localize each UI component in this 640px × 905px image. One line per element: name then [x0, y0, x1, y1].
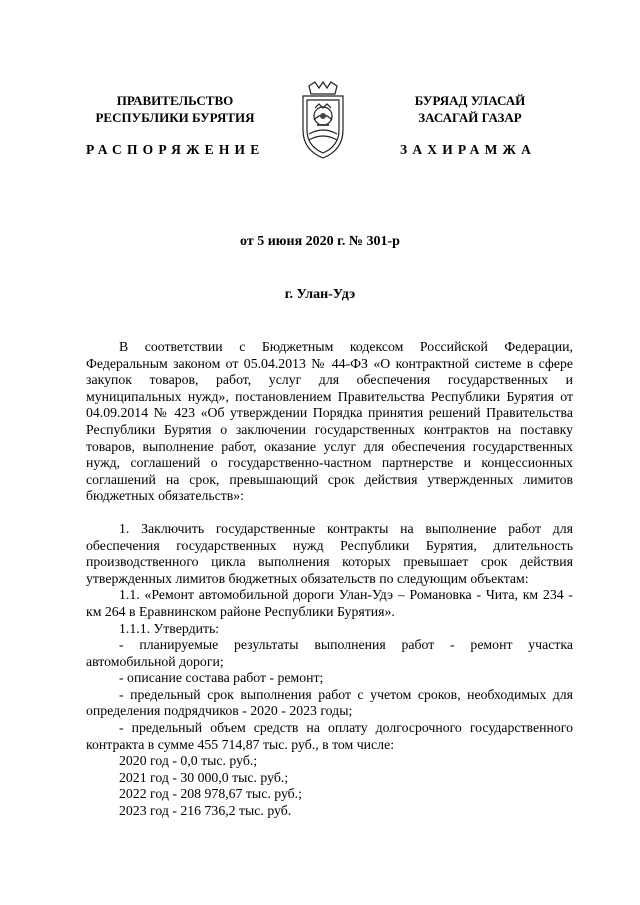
government-name-buryat	[370, 92, 570, 126]
coat-of-arms-emblem	[295, 80, 351, 160]
clause-1: 1. Заключить государственные контракты на выполнение работ для обеспечения государственных нужд Республики Бурятия, длительность производственного цикла выполнения которых превышает срок действия утвержденных лимитов бюджетных обязательств по следующим объектам:	[86, 520, 573, 586]
government-name-line1: ПРАВИТЕЛЬСТВО	[116, 93, 234, 108]
list-item: - планируемые результаты выполнения работ - ремонт участка автомобильной дороги;	[86, 637, 573, 669]
decree-city: г. Улан-Удэ	[284, 287, 356, 302]
budget-year-2021: 2021 год - 30 000,0 тыс. руб.;	[119, 769, 289, 785]
list-item: - предельный объем средств на оплату долгосрочного государственного контракта в сумме 455 714,87 тыс. руб., в том числе:	[86, 720, 573, 752]
government-name-buryat-line2: ЗАСАГАЙ ГАЗАР	[418, 110, 522, 125]
clause-1-1-1: 1.1.1. Утвердить:	[119, 620, 220, 636]
list-item: - описание состава работ - ремонт;	[119, 670, 324, 686]
preamble-paragraph: В соответствии с Бюджетным кодексом Российской Федерации, Федеральным законом от 05.04.2013 № 44-ФЗ «О контрактной системе в сфере закупок товаров, работ, услуг для обеспечения государственных и муниципальных нужд», постановлением Правительства Республики Бурятия от 04.09.2014 № 423 «Об утверждении Порядка принятия решений Правительства Республики Бурятия о заключении государственных контрактов на поставку товаров, выполнение работ, оказание услуг для обеспечения государственных нужд, соглашений о государственно-частном партнерстве и концессионных соглашений на срок, превышающий срок действия утвержденных лимитов бюджетных обязательств»:	[86, 339, 573, 504]
government-name-line2: РЕСПУБЛИКИ БУРЯТИЯ	[95, 110, 255, 125]
government-name-russian	[70, 92, 280, 126]
list-item: - предельный срок выполнения работ с учетом сроков, необходимых для определения подрядчиков - 2020 - 2023 годы;	[86, 686, 573, 719]
budget-year-2020: 2020 год - 0,0 тыс. руб.;	[119, 753, 258, 769]
decree-date-number: от 5 июня 2020 г. № 301-р	[240, 234, 400, 249]
clause-1-1: 1.1. «Ремонт автомобильной дороги Улан-Удэ – Романовка - Чита, км 234 - км 264 в Еравнинском районе Республики Бурятия».	[86, 587, 573, 619]
decree-title-buryat: ЗАХИРАМЖА	[400, 142, 537, 157]
government-name-buryat-line1: БУРЯАД УЛАСАЙ	[414, 93, 526, 108]
budget-year-2022: 2022 год - 208 978,67 тыс. руб.;	[119, 786, 302, 802]
budget-year-2023: 2023 год - 216 736,2 тыс. руб.	[119, 803, 292, 819]
document-body	[86, 339, 573, 820]
decree-title-russian: РАСПОРЯЖЕНИЕ	[86, 142, 265, 157]
